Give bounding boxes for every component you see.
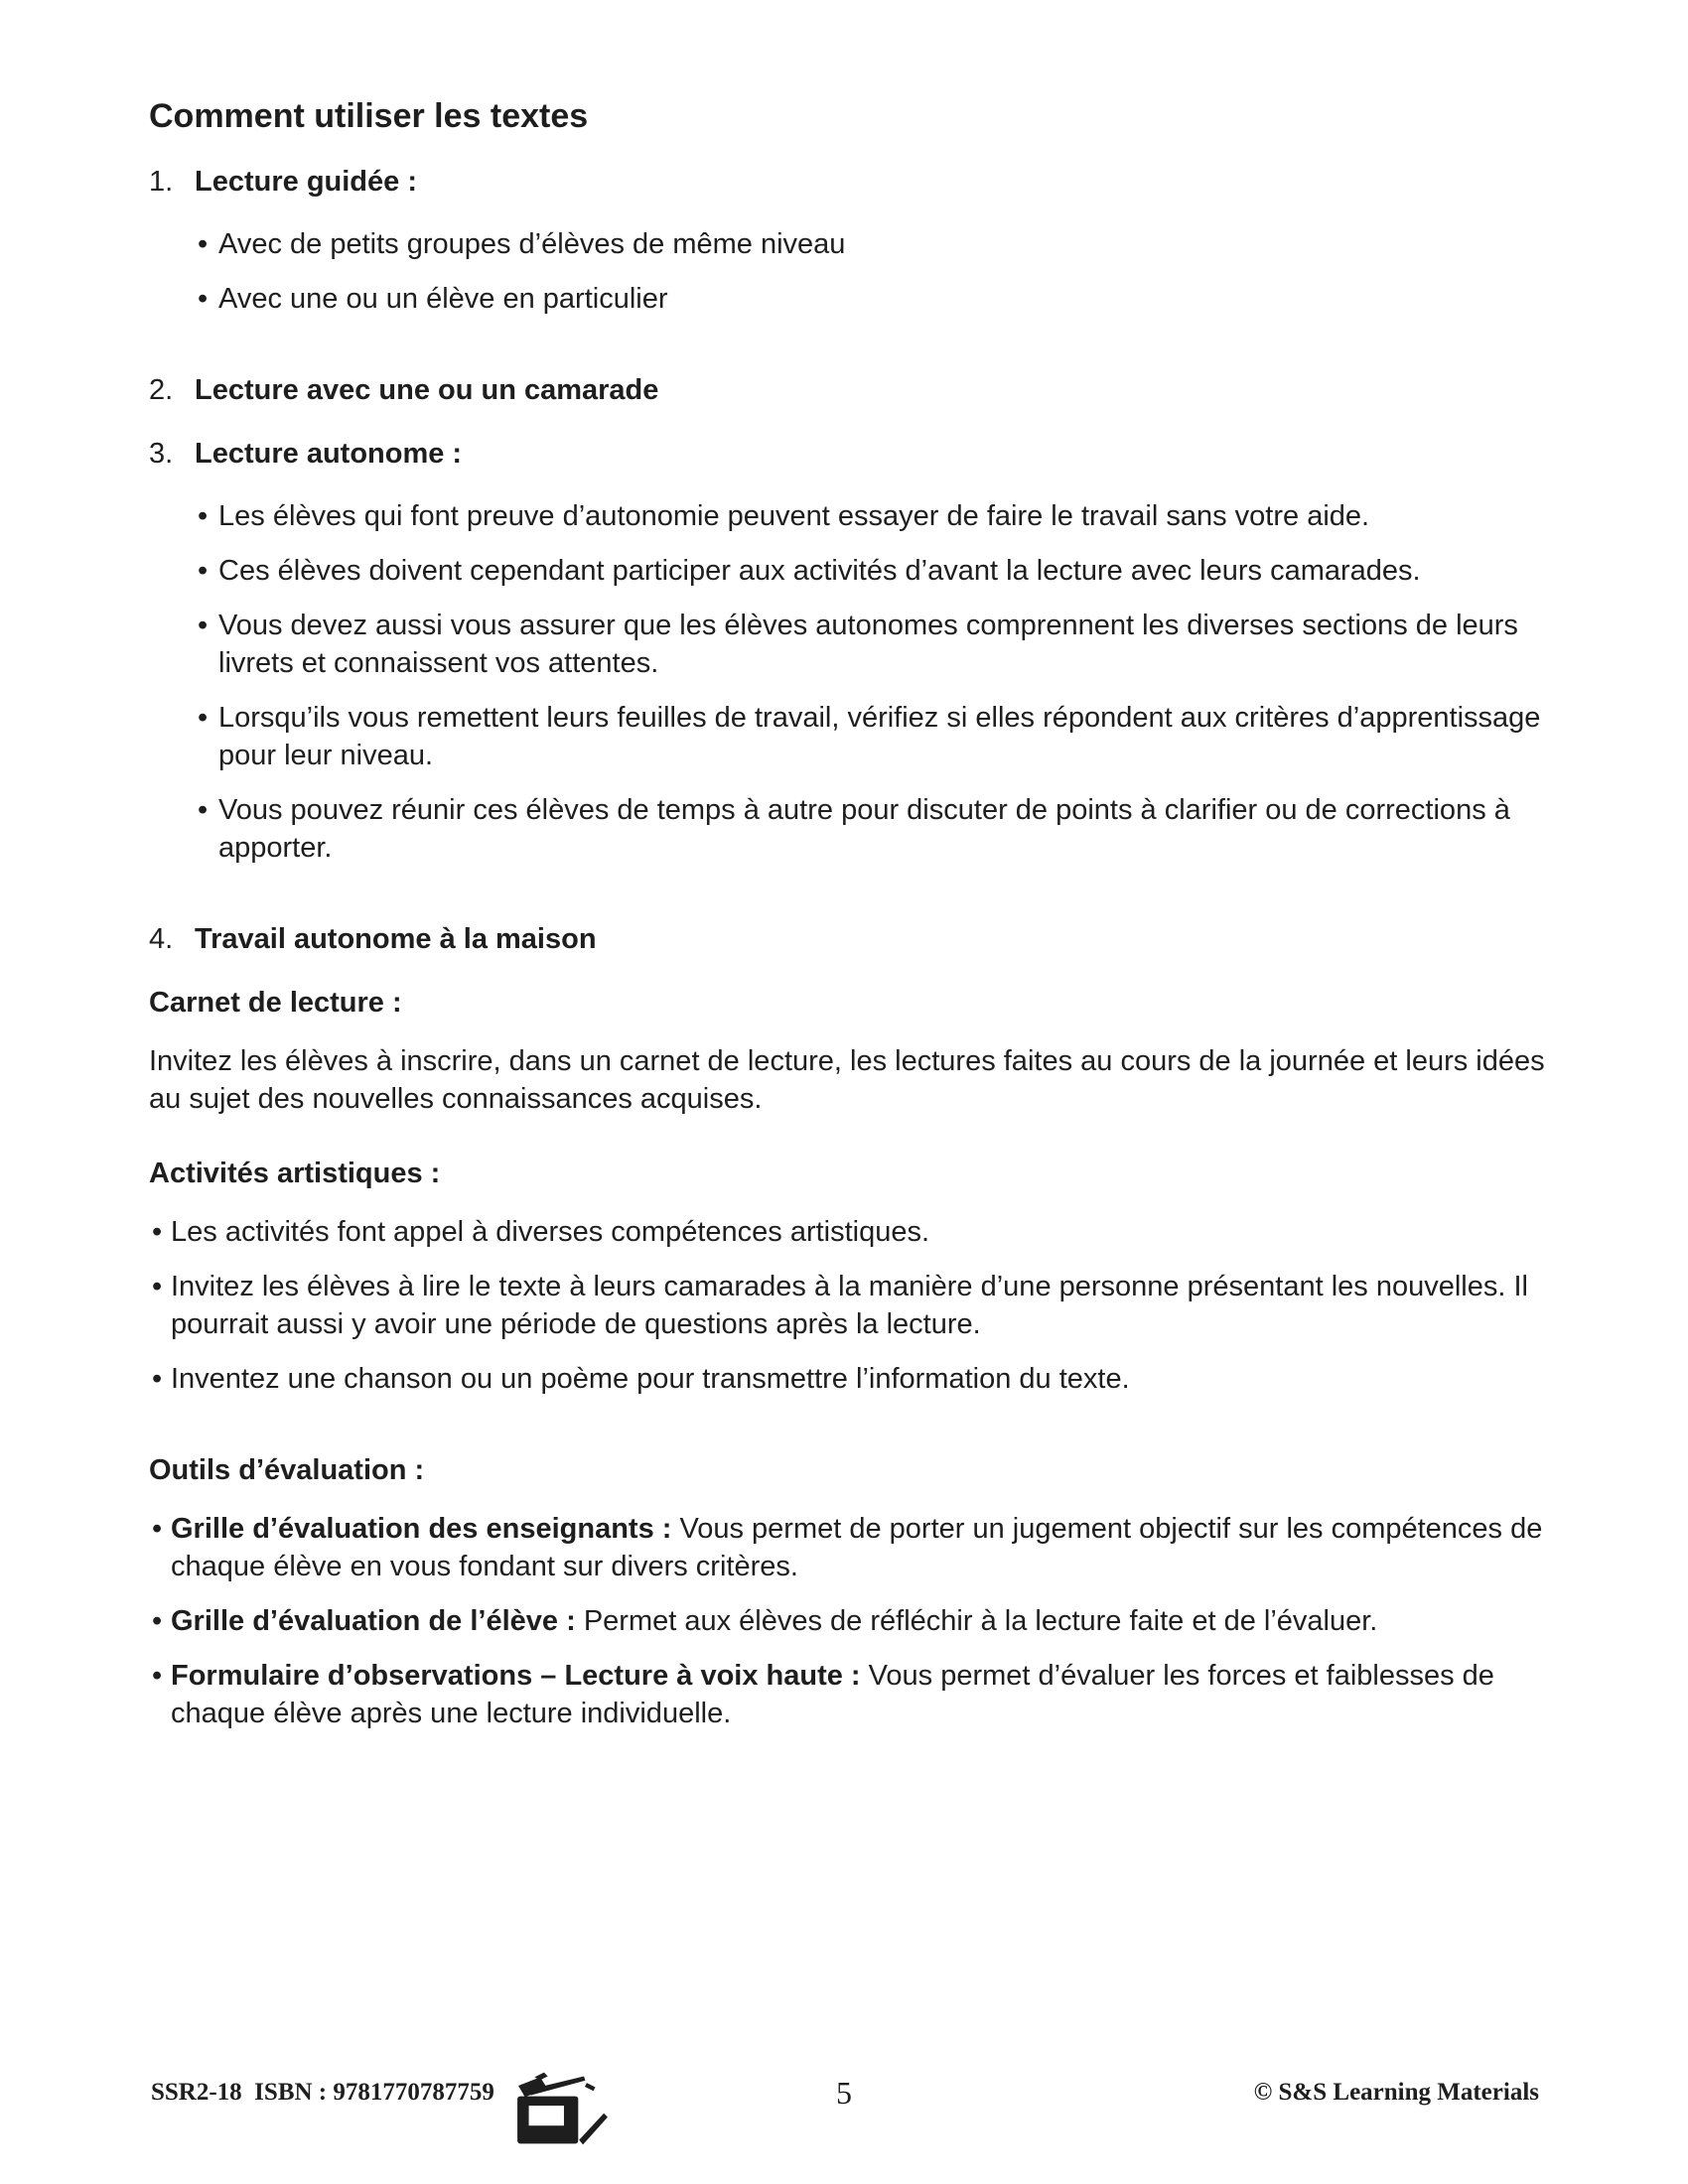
bullet-body-text: Permet aux élèves de réfléchir à la lecture faite et de l’évaluer. (583, 1605, 1378, 1637)
bullet-icon: • (152, 1660, 163, 1692)
list-item (198, 607, 1551, 682)
bullet-text: Avec de petits groupes d’élèves de même niveau (218, 228, 846, 260)
list-item (152, 1602, 1551, 1640)
list-item (198, 280, 1551, 318)
bullet-icon: • (198, 228, 209, 260)
footer-isbn: SSR2-18 ISBN : 9781770787759 (151, 2079, 494, 2106)
bullet-text (171, 1268, 1551, 1343)
list-item (152, 1360, 1551, 1398)
paragraph: Invitez les élèves à inscrire, dans un carnet de lecture, les lectures faites au cours de la journée et leurs idées au sujet des nouvelles connaissances acquises. (149, 1045, 1545, 1115)
list-item (152, 1268, 1551, 1343)
item-number: 3. (149, 438, 174, 470)
section-heading: Activités artistiques : (149, 1158, 441, 1189)
bullet-icon: • (198, 283, 209, 315)
bullet-text (171, 1510, 1551, 1585)
bullet-text: Vous devez aussi vous assurer que les élèves autonomes comprennent les diverses sections de leurs livrets et connaissent vos attentes. (218, 610, 1518, 679)
bullet-text: Avec une ou un élève en particulier (218, 283, 668, 315)
list-item (152, 1657, 1551, 1732)
bullet-icon: • (198, 500, 209, 532)
footer-copyright: © S&S Learning Materials (1253, 2079, 1539, 2106)
bullet-icon: • (152, 1363, 163, 1395)
numbered-heading (149, 919, 1551, 959)
bullet-body-text: Vous permet d’évaluer les forces et faiblesses de chaque élève après une lecture individuelle. (171, 1660, 1494, 1729)
bullet-icon: • (152, 1513, 163, 1545)
bullet-lead-label: Formulaire d’observations – Lecture à voix haute : (171, 1660, 861, 1692)
list-item (198, 791, 1551, 867)
item-label: Lecture guidée : (195, 166, 417, 198)
bullet-icon: • (198, 794, 209, 826)
numbered-heading (149, 370, 1551, 410)
document-body (149, 96, 1551, 1785)
bullet-body-text: Vous permet de porter un jugement objectif sur les compétences de chaque élève en vous fondant sur divers critères. (171, 1513, 1543, 1582)
bullet-text: Lorsqu’ils vous remettent leurs feuilles de travail, vérifiez si elles répondent aux critères d’apprentissage pour leur niveau. (218, 702, 1541, 771)
list-item (198, 699, 1551, 774)
item-number: 2. (149, 374, 174, 406)
bullet-text: Ces élèves doivent cependant participer aux activités d’avant la lecture avec leurs camarades. (218, 555, 1421, 587)
bullet-body-text: Les activités font appel à diverses compétences artistiques. (171, 1216, 930, 1248)
bullet-list (149, 1510, 1551, 1749)
list-item (198, 497, 1551, 535)
numbered-heading (149, 162, 1551, 202)
bullet-text: Vous pouvez réunir ces élèves de temps à autre pour discuter de points à clarifier ou de corrections à apporter. (218, 794, 1510, 864)
item-label: Travail autonome à la maison (195, 923, 597, 955)
bullet-body-text: Invitez les élèves à lire le texte à leurs camarades à la manière d’une personne présentant les nouvelles. Il pourrait aussi y avoir une période de questions après la lecture. (171, 1271, 1528, 1340)
item-label: Lecture autonome : (195, 438, 463, 470)
item-number: 4. (149, 923, 174, 955)
bullet-text (171, 1360, 1551, 1398)
bullet-body-text: Inventez une chanson ou un poème pour transmettre l’information du texte. (171, 1363, 1130, 1395)
bullet-icon: • (198, 610, 209, 641)
bullet-text (171, 1657, 1551, 1732)
bullet-list (149, 1213, 1551, 1415)
item-number: 1. (149, 166, 174, 198)
bullet-icon: • (152, 1271, 163, 1302)
bullet-lead-label: Grille d’évaluation des enseignants : (171, 1513, 672, 1545)
bullet-icon: • (152, 1216, 163, 1248)
section-heading: Carnet de lecture : (149, 987, 402, 1019)
page-title: Comment utiliser les textes (149, 97, 589, 135)
bullet-icon: • (198, 702, 209, 734)
bullet-text (171, 1602, 1551, 1640)
bullet-text (171, 1213, 1551, 1251)
list-item (198, 225, 1551, 263)
section-heading: Outils d’évaluation : (149, 1454, 425, 1486)
list-item (198, 552, 1551, 590)
numbered-heading (149, 434, 1551, 474)
bullet-icon: • (198, 555, 209, 587)
bullet-icon: • (152, 1605, 163, 1637)
bullet-list (149, 225, 1551, 335)
bullet-text: Les élèves qui font preuve d’autonomie peuvent essayer de faire le travail sans votre aide. (218, 500, 1370, 532)
page-number: 5 (836, 2075, 852, 2111)
bullet-list (149, 497, 1551, 884)
list-item (152, 1510, 1551, 1585)
list-item (152, 1213, 1551, 1251)
bullet-lead-label: Grille d’évaluation de l’élève : (171, 1605, 576, 1637)
item-label: Lecture avec une ou un camarade (195, 374, 659, 406)
